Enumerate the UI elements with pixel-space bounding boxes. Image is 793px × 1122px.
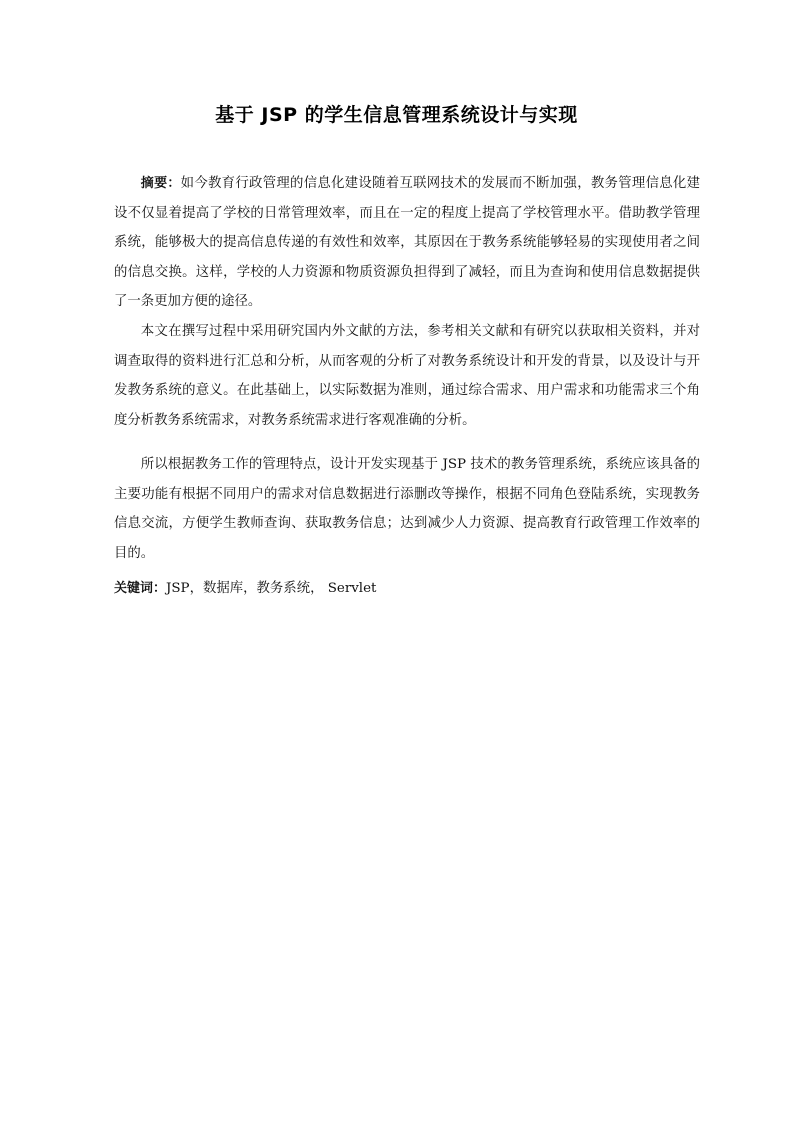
keywords-label: 关键词： [114,581,167,596]
abstract-text: 如今教育行政管理的信息化建设随着互联网技术的发展而不断加强，教务管理信息化建设不仅显着提高了学校的日常管理效率，而且在一定的程度上提高了学校管理水平。借助教学管理系统，能够极大的提高信息传递的有效性和效率，其原因在于教务系统能够轻易的实现使用者之间的信息交换。这样，学校的人力资源和物质资源负担得到了减轻，而且为查询和使用信息数据提供了一条更加方便的途径。 [114,176,700,310]
keywords-text: JSP，数据库，教务系统， Servlet [166,581,377,596]
abstract-paragraph [114,169,700,317]
keywords-line [114,574,700,604]
abstract-label: 摘要： [140,176,181,191]
document-title: 基于 JSP 的学生信息管理系统设计与实现 [215,104,578,126]
body-paragraph-2: 本文在撰写过程中采用研究国内外文献的方法，参考相关文献和有研究以获取相关资料，并对调查取得的资料进行汇总和分析，从而客观的分析了对教务系统设计和开发的背景，以及设计与开发教务系统的意义。在此基础上，以实际数据为准则，通过综合需求、用户需求和功能需求三个角度分析教务系统需求，对教务系统需求进行客观准确的分析。 [114,324,700,428]
body-paragraph-3: 所以根据教务工作的管理特点，设计开发实现基于 JSP 技术的教务管理系统，系统应该具备的主要功能有根据不同用户的需求对信息数据进行添删改等操作，根据不同角色登陆系统，实现教务信息交流，方便学生教师查询、获取教务信息；达到减少人力资源、提高教育行政管理工作效率的目的。 [114,457,700,561]
